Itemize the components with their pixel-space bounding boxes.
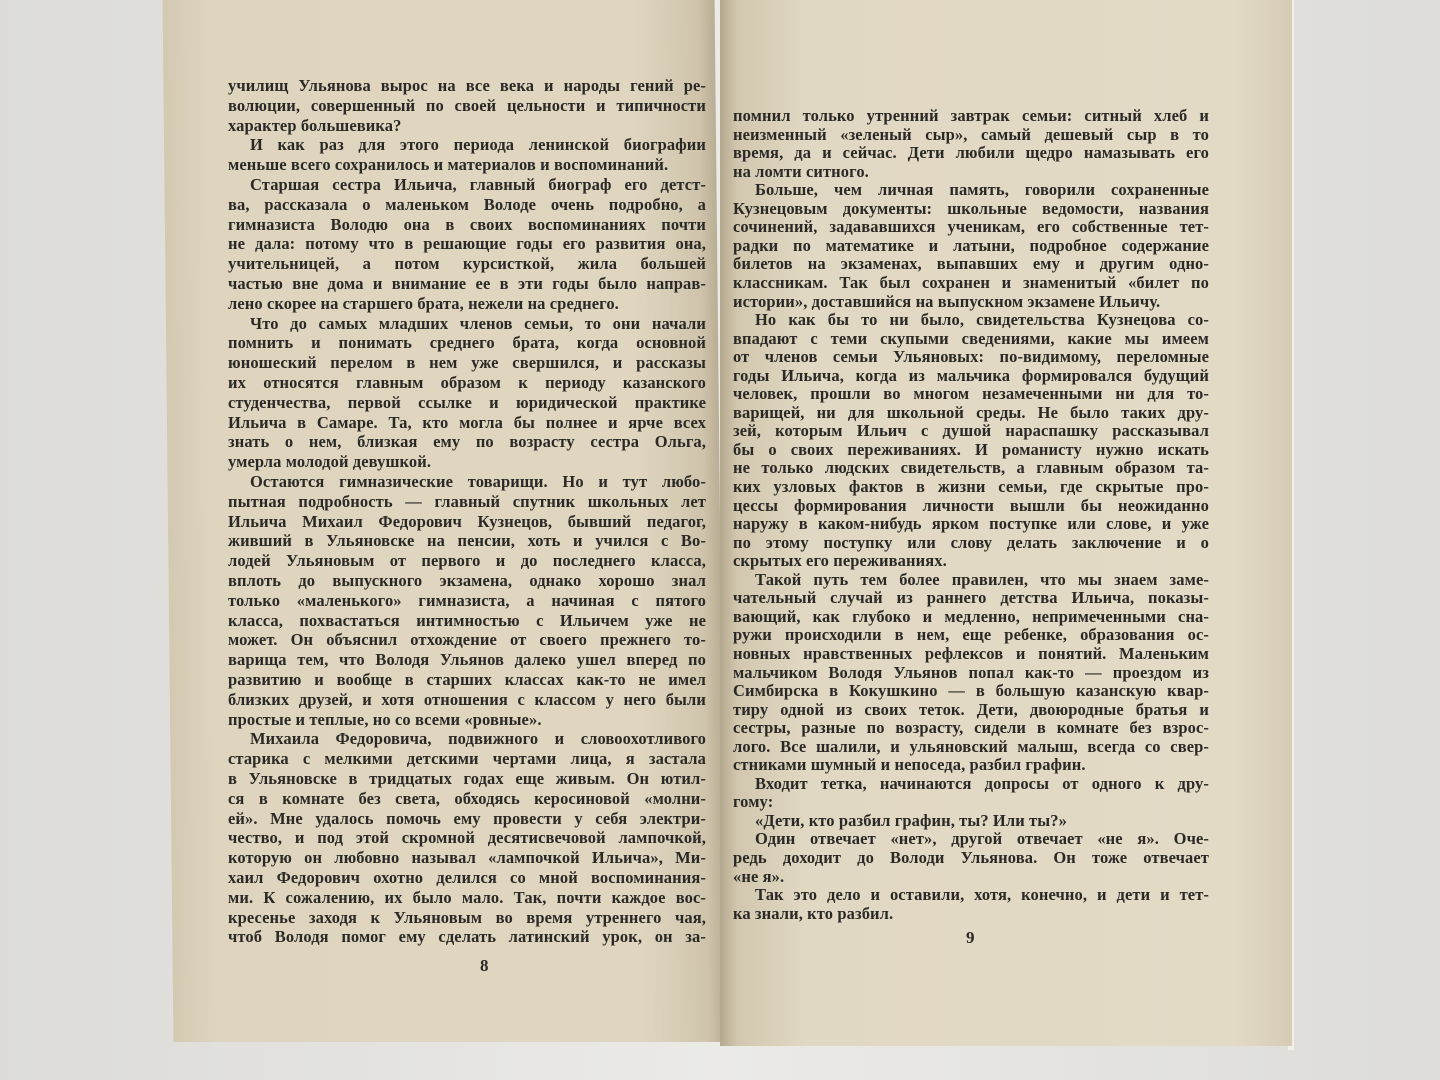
text-line: вающий, как глубоко и медленно, непримеченными сна-: [733, 606, 1209, 626]
text-line: Больше, чем личная память, говорили сохраненные: [755, 180, 1209, 200]
text-line: умерла молодой девушкой.: [228, 452, 432, 472]
text-line: сестры, разные по возрасту, сидели в комнате без взрос-: [733, 718, 1209, 738]
text-line: живший в Ульяновске на пенсии, хоть и учился с Во-: [228, 531, 706, 551]
text-line: развитию и вообще в старших классах как-то не имел: [228, 670, 706, 689]
text-line: меньше всего сохранилось и материалов и воспоминаний.: [228, 155, 669, 175]
text-line: Старшая сестра Ильича, главный биограф его детст-: [250, 175, 706, 194]
text-line: кресенье заходя к Ульяновым во время утреннего чая,: [228, 907, 706, 927]
text-line: училищ Ульянова вырос на все века и народы гений ре-: [228, 76, 706, 95]
text-line: не дала: потому что в решающие годы его развития она,: [228, 234, 706, 254]
text-line: человек, прошли во многом незамеченными ни для то-: [733, 384, 1209, 404]
text-line: гому:: [733, 792, 774, 812]
text-line: ва, рассказала о маленьком Володе очень подробно, а: [228, 194, 706, 214]
text-line: Но как бы то ни было, свидетельства Кузнецова со-: [755, 310, 1209, 330]
text-line: учительницей, а потом курсисткой, жила большей: [228, 254, 706, 274]
text-line: сочинений, задававшихся ученикам, его собственные тет-: [733, 217, 1209, 237]
text-line: И как раз для этого периода ленинской биографии: [250, 135, 706, 155]
text-line: хаил Федорович охотно делился со мной воспоминания-: [228, 868, 706, 887]
text-line: истории», доставшийся на выпускном экзамене Ильичу.: [733, 291, 1161, 311]
text-line: вплоть до выпускного экзамена, однако хорошо знал: [228, 571, 706, 590]
text-line: чество, и под этой скромной десятисвечовой лампочкой,: [228, 828, 706, 848]
text-line: стниками шумный и непоседа, разбил графин.: [733, 755, 1086, 775]
text-line: помнил только утренний завтрак семьи: ситный хлеб и: [733, 106, 1209, 125]
text-line: лодей Ульяновым от первого и до последнего класса,: [228, 551, 706, 571]
text-line: знать о нем, близкая ему по возрасту сестра Ольга,: [228, 432, 706, 452]
text-line: новных нравственных рефлексов и понятий. Маленьким: [733, 643, 1209, 663]
text-line: лого. Все шалили, и ульяновский малыш, всегда со свер-: [733, 736, 1209, 756]
text-line: в Ульяновске в тридцатых годах еще живым. Он ютил-: [228, 769, 706, 788]
text-line: юношеский перелом в нем уже свершился, и рассказы: [228, 353, 706, 373]
text-line: цессы формирования личности вышли бы неожиданно: [733, 495, 1209, 515]
text-line: характер большевика?: [228, 115, 402, 135]
text-line: помнить и понимать среднего брата, когда основной: [228, 333, 706, 353]
text-line: редь доходит до Володи Ульянова. Он тоже отвечает: [733, 848, 1209, 867]
text-line: классникам. Так был сохранен и знаменитый «билет по: [733, 272, 1209, 292]
text-line: по этому поступку или слову делать заключение и о: [733, 532, 1209, 552]
text-line: чтоб Володя помог ему сделать латинский урок, он за-: [228, 927, 706, 947]
left-page-number: 8: [480, 956, 489, 975]
text-line: билетов на экзаменах, выпавших ему и другим одно-: [733, 254, 1209, 274]
text-line: впадают с теми скупыми сведениями, какие мы имеем: [733, 328, 1209, 348]
text-line: близких друзей, и хотя отношения с классом у него были: [228, 689, 706, 709]
text-line: может. Он объяснил отхождение от своего прежнего то-: [228, 630, 706, 650]
text-line: пытная подробность — главный спутник школьных лет: [228, 491, 706, 511]
text-line: Кузнецовым документы: школьные ведомости, названия: [733, 198, 1209, 218]
text-line: лено скорее на старшего брата, нежели на среднего.: [228, 293, 619, 313]
text-line: студенчества, первой ссылке и юридической практике: [228, 392, 706, 412]
text-line: Ильича в Самаре. Та, кто могла бы полнее и ярче всех: [228, 412, 706, 432]
text-line: волюции, совершенный по своей цельности и типичности: [228, 95, 706, 115]
text-line: Один отвечает «нет», другой отвечает «не я». Оче-: [755, 829, 1209, 849]
text-line: Так это дело и оставили, хотя, конечно, и дети и тет-: [755, 885, 1209, 905]
text-line: ей». Мне удалось помочь ему провести у себя электри-: [228, 808, 706, 828]
text-line: Что до самых младших членов семьи, то они начали: [250, 313, 706, 333]
text-line: Остаются гимназические товарищи. Но и тут любо-: [250, 472, 706, 491]
text-line: Входит тетка, начинаются допросы от одного к дру-: [755, 773, 1209, 793]
text-line: Такой путь тем более правилен, что мы знаем заме-: [755, 569, 1209, 589]
text-line: старика с мелкими детскими чертами лица, я застала: [228, 749, 706, 769]
text-line: ка знали, кто разбил.: [733, 903, 894, 923]
text-line: чательный случай из раннего детства Ильича, показы-: [733, 588, 1209, 608]
text-line: неизменный «зеленый сыр», самый дешевый сыр в то: [733, 124, 1209, 144]
text-line: ружи происходили в нем, еще ребенке, образования ос-: [733, 625, 1209, 645]
text-line: простые и теплые, но со всеми «ровные».: [228, 709, 542, 729]
text-line: скрытых его переживаниях.: [733, 551, 947, 571]
text-line: зей, которым Ильич с душой нараспашку рассказывал: [733, 421, 1209, 441]
text-line: ся в комнате без света, обходясь керосиновой «молни-: [228, 788, 706, 808]
text-line: их относятся главным образом к периоду казанского: [228, 373, 706, 392]
text-line: частью вне дома и внимание ее в эти годы было направ-: [228, 274, 706, 293]
text-line: время, да и сейчас. Дети любили щедро намазывать его: [733, 143, 1209, 163]
text-line: тиру одной из своих теток. Дети, двоюродные братья и: [733, 699, 1209, 719]
text-line: радки по математике и латыни, подробное содержание: [733, 235, 1209, 255]
text-line: ких узловых фактов в жизни семьи, где скрытые про-: [733, 477, 1209, 496]
text-line: только «маленького» гимназиста, а начиная с пятого: [228, 590, 706, 610]
text-line: «не я».: [733, 866, 785, 886]
text-line: годы Ильича, когда из мальчика формировался будущий: [733, 365, 1209, 385]
text-line: не только людских свидетельств, а главным образом та-: [733, 458, 1209, 478]
text-line: наружу в каком-нибудь ярком поступке или слове, и уже: [733, 514, 1209, 534]
text-line: ми. К сожалению, их было мало. Так, почти каждое вос-: [228, 887, 706, 907]
text-line: Ильича Михаил Федорович Кузнецов, бывший педагог,: [228, 511, 706, 531]
text-line: «Дети, кто разбил графин, ты? Или ты?»: [755, 810, 1067, 830]
text-line: класса, похвастаться интимностью с Ильичем уже не: [228, 610, 706, 630]
text-line: гимназиста Володю она в своих воспоминаниях почти: [228, 214, 706, 234]
text-line: мальчиком Володя Ульянов попал как-то — проездом из: [733, 662, 1209, 682]
text-line: от членов семьи Ульяновых: по-видимому, переломные: [733, 347, 1209, 367]
text-line: бы о своих переживаниях. И романисту нужно искать: [733, 439, 1209, 459]
right-page-number: 9: [966, 928, 975, 947]
text-line: Михаила Федоровича, подвижного и словоохотливого: [250, 729, 706, 749]
text-line: на ломти ситного.: [733, 161, 869, 181]
text-line: которую он любовно называл «лампочкой Ильича», Ми-: [228, 848, 706, 868]
text-line: варища тем, что Володя Ульянов далеко ушел вперед по: [228, 650, 706, 670]
text-line: Симбирска в Кокушкино — в большую казанскую квар-: [733, 681, 1209, 701]
text-line: варищей, ни для школьной среды. Не было таких дру-: [733, 402, 1209, 422]
